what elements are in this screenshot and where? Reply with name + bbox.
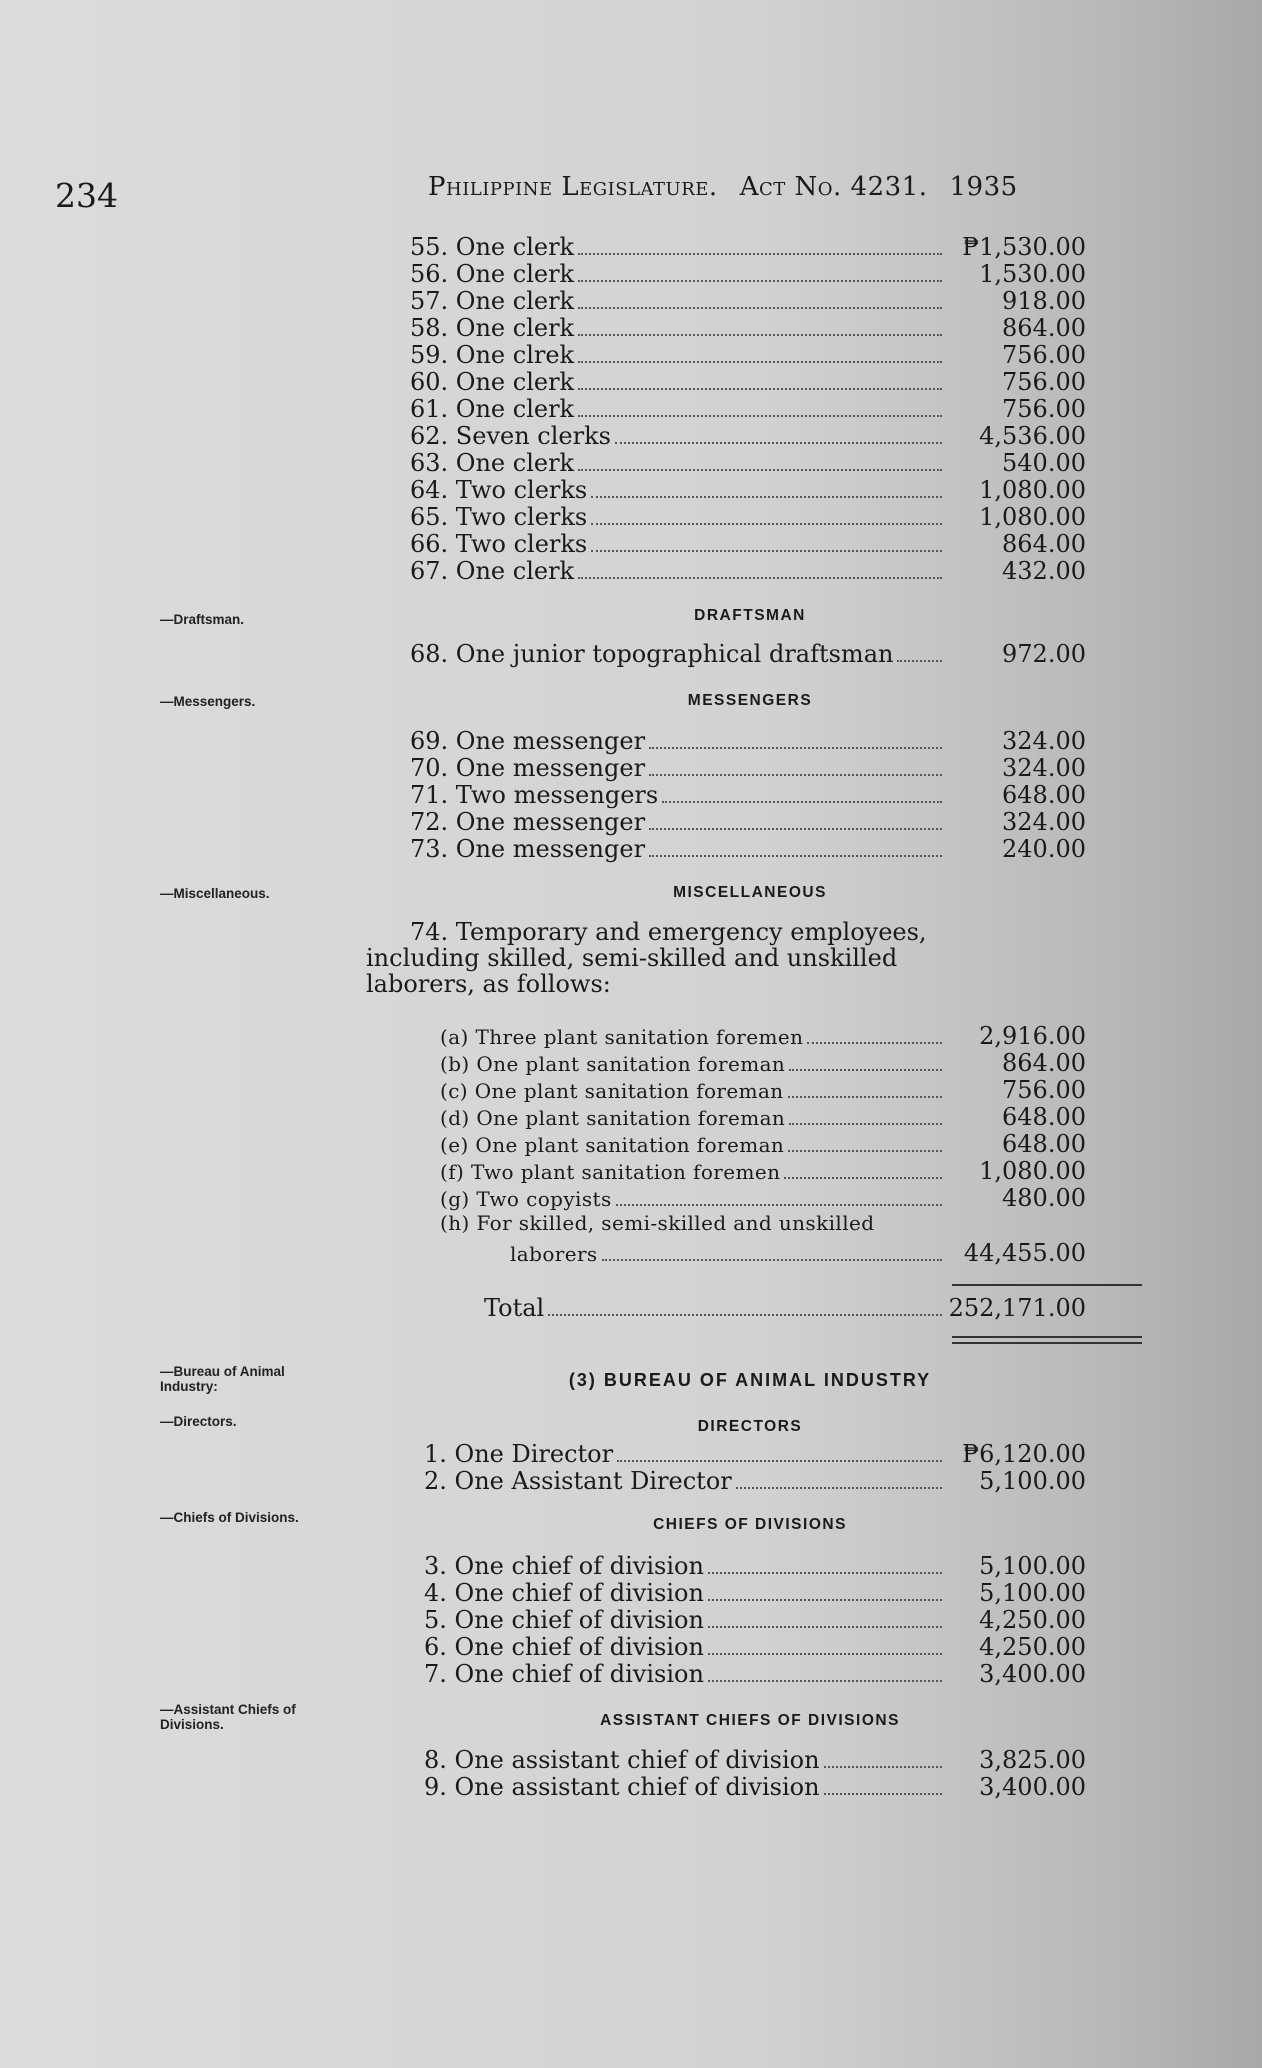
list-item: 67. One clerk 432.00 — [410, 557, 1086, 585]
list-item: 63. One clerk 540.00 — [410, 449, 1086, 477]
header-legislature: Philippine Legislature. — [428, 172, 718, 202]
list-item: (f) Two plant sanitation foremen 1,080.00 — [440, 1157, 1086, 1185]
total-amount: 252,171.00 — [948, 1294, 1086, 1322]
list-item: 61. One clerk 756.00 — [410, 395, 1086, 423]
section-heading-directors: DIRECTORS — [697, 1418, 803, 1435]
list-item: 9. One assistant chief of division 3,400.00 — [424, 1773, 1086, 1801]
list-item-h-line1: (h) For skilled, semi-skilled and unskilled — [440, 1211, 875, 1235]
paragraph-line: including skilled, semi-skilled and unskilled — [366, 944, 898, 972]
list-item: 65. Two clerks 1,080.00 — [410, 503, 1086, 531]
side-note-assistant-chiefs: —Assistant Chiefs of Divisions. — [160, 1702, 296, 1732]
list-item: 2. One Assistant Director 5,100.00 — [424, 1467, 1086, 1495]
list-item: 72. One messenger 324.00 — [410, 808, 1086, 836]
page-number: 234 — [55, 176, 118, 215]
list-item: (b) One plant sanitation foreman 864.00 — [440, 1049, 1086, 1077]
section-heading-messengers: MESSENGERS — [687, 692, 813, 709]
list-item: 56. One clerk 1,530.00 — [410, 260, 1086, 288]
list-item: 55. One clerk ₱1,530.00 — [410, 233, 1086, 261]
list-item: 6. One chief of division 4,250.00 — [424, 1633, 1086, 1661]
list-item: 4. One chief of division 5,100.00 — [424, 1579, 1086, 1607]
header-year: 1935 — [949, 172, 1018, 202]
list-item-h-line2: laborers 44,455.00 — [510, 1239, 1086, 1267]
section-heading-bureau: (3) BUREAU OF ANIMAL INDUSTRY — [568, 1370, 932, 1390]
list-item: 57. One clerk 918.00 — [410, 287, 1086, 315]
paragraph-line: 74. Temporary and emergency employees, — [410, 918, 927, 946]
section-heading-chiefs: CHIEFS OF DIVISIONS — [653, 1516, 847, 1533]
side-note-chiefs: —Chiefs of Divisions. — [160, 1510, 299, 1525]
list-item: 58. One clerk 864.00 — [410, 314, 1086, 342]
paragraph-line: laborers, as follows: — [366, 970, 611, 998]
list-item: 59. One clrek 756.00 — [410, 341, 1086, 369]
list-item: 71. Two messengers 648.00 — [410, 781, 1086, 809]
list-item: 5. One chief of division 4,250.00 — [424, 1606, 1086, 1634]
list-item: 68. One junior topographical draftsman 972.00 — [410, 640, 1086, 668]
list-item: 60. One clerk 756.00 — [410, 368, 1086, 396]
list-item: 3. One chief of division 5,100.00 — [424, 1552, 1086, 1580]
list-item: 73. One messenger 240.00 — [410, 835, 1086, 863]
list-item: (g) Two copyists 480.00 — [440, 1184, 1086, 1212]
side-note-directors: —Directors. — [160, 1414, 237, 1429]
list-item: 62. Seven clerks 4,536.00 — [410, 422, 1086, 450]
list-item: 70. One messenger 324.00 — [410, 754, 1086, 782]
list-item: 7. One chief of division 3,400.00 — [424, 1660, 1086, 1688]
list-item: 64. Two clerks 1,080.00 — [410, 476, 1086, 504]
list-item: 69. One messenger 324.00 — [410, 727, 1086, 755]
side-note-miscellaneous: —Miscellaneous. — [160, 886, 270, 901]
list-item: 66. Two clerks 864.00 — [410, 530, 1086, 558]
total-rule — [952, 1284, 1142, 1286]
list-item: (e) One plant sanitation foreman 648.00 — [440, 1130, 1086, 1158]
total-label: Total — [484, 1294, 545, 1322]
list-item: (d) One plant sanitation foreman 648.00 — [440, 1103, 1086, 1131]
side-note-draftsman: —Draftsman. — [160, 612, 245, 627]
double-rule-top — [952, 1336, 1142, 1338]
section-heading-draftsman: DRAFTSMAN — [694, 607, 806, 624]
side-note-bureau: —Bureau of Animal Industry: — [160, 1364, 285, 1394]
list-item: (a) Three plant sanitation foremen 2,916.00 — [440, 1022, 1086, 1050]
section-heading-miscellaneous: MISCELLANEOUS — [673, 884, 827, 901]
side-note-messengers: —Messengers. — [160, 694, 256, 709]
total-row — [484, 1294, 1138, 1322]
running-header — [428, 172, 1018, 202]
list-item: 8. One assistant chief of division 3,825.00 — [424, 1746, 1086, 1774]
section-heading-assistant-chiefs: ASSISTANT CHIEFS OF DIVISIONS — [600, 1712, 900, 1729]
double-rule-bottom — [952, 1342, 1142, 1344]
list-item: (c) One plant sanitation foreman 756.00 — [440, 1076, 1086, 1104]
header-act: Act No. 4231. — [739, 172, 928, 202]
list-item: 1. One Director ₱6,120.00 — [424, 1440, 1086, 1468]
